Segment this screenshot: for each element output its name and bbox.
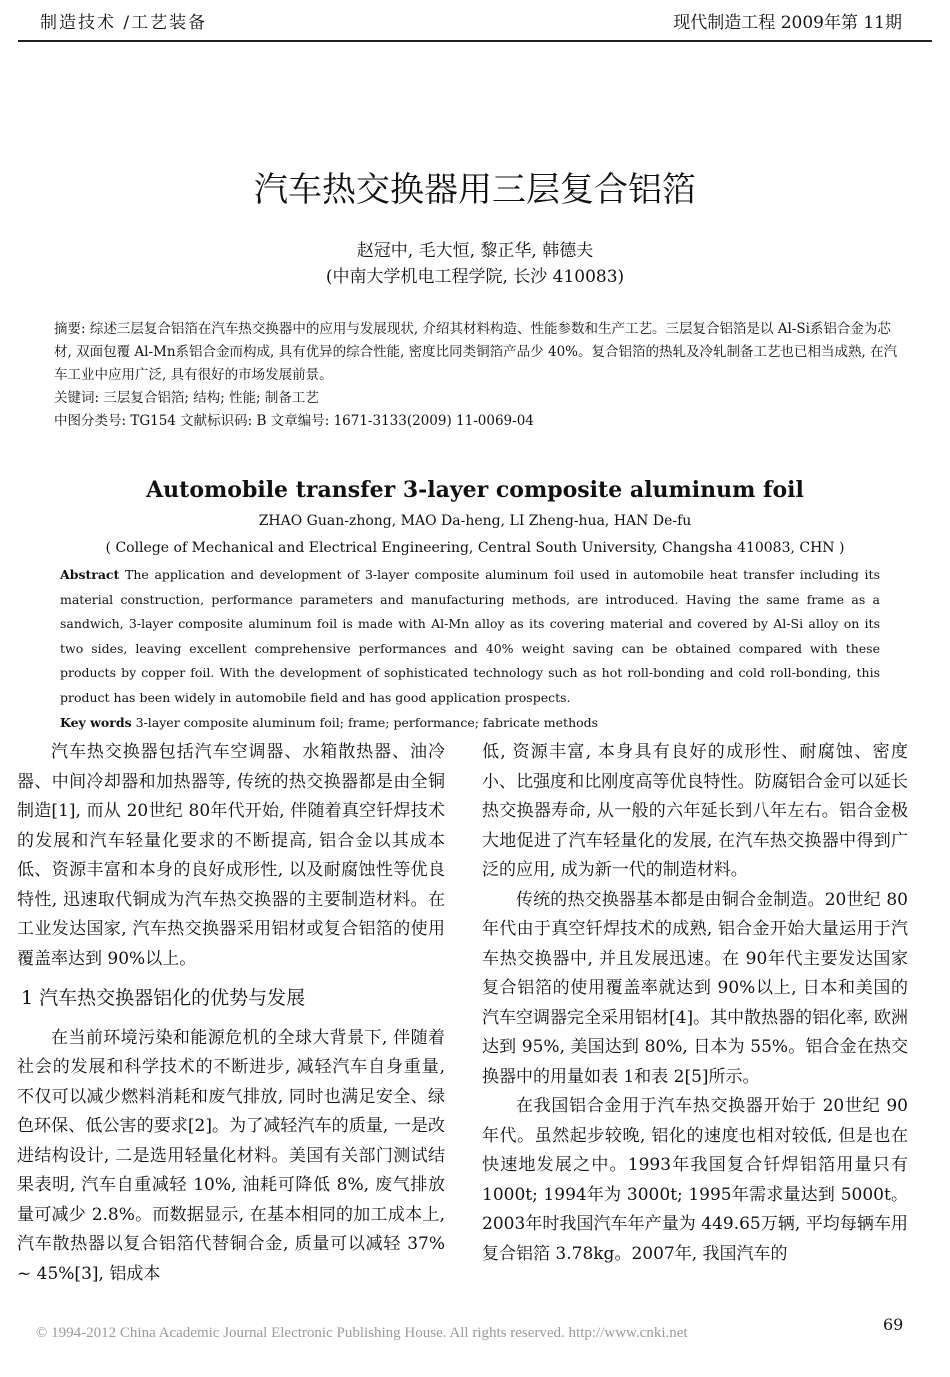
abstract-cn bbox=[54, 318, 900, 387]
paper-title: 汽车热交换器用三层复合铝箔 bbox=[254, 170, 696, 210]
copyright-footer: © 1994-2012 China Academic Journal Electronic Publishing House. All rights reserved. http://www.cnki.net bbox=[36, 1325, 688, 1341]
keywords-cn-text: 三层复合铝箔; 结构; 性能; 制备工艺 bbox=[103, 390, 319, 406]
body-paragraph: 汽车热交换器包括汽车空调器、水箱散热器、油冷器、中间冷却器和加热器等, 传统的热交换器都是由全铜制造[1], 而从 20世纪 80年代开始, 伴随着真空钎焊技术的发展和汽车轻量化要求的不断提高, 铝合金以其成本低、资源丰富和本身的良好成形性, 以及耐腐蚀性等优良特性, 迅速取代铜成为汽车热交换器的主要制造材料。在工业发达国家, 汽车热交换器采用铝材或复合铝箔的使用覆盖率达到 90%以上。 bbox=[17, 742, 445, 969]
english-keywords-label: Key words bbox=[60, 714, 132, 730]
english-abstract-text: The application and development of 3-layer composite aluminum foil used in automobile heat transfer including its material construction, performance parameters and manufacturing methods, are introduced. Having the same frame as a sandwich, 3-layer composite aluminum foil is made with Al-Mn alloy as its covering material and covered by Al-Si alloy on its two sides, leaving excellent comprehensive performances and 40% weight saving can be obtained compared with these products by copper foil. With the development of sophisticated technology such as hot roll-bonding and cold roll-bonding, this product has been widely in automobile field and has good application prospects. bbox=[60, 567, 880, 705]
keywords-cn-label: 关键词: bbox=[54, 390, 100, 406]
english-title: Automobile transfer 3-layer composite aluminum foil bbox=[146, 477, 804, 503]
abstract-cn-label: 摘要: bbox=[54, 321, 86, 337]
body-left-column bbox=[17, 738, 445, 1289]
running-header-journal: 现代制造工程 2009年第 11期 bbox=[673, 13, 902, 33]
english-keywords bbox=[60, 711, 880, 736]
body-paragraph: 在当前环境污染和能源危机的全球大背景下, 伴随着社会的发展和科学技术的不断进步, 减轻汽车自身重量, 不仅可以减少燃料消耗和废气排放, 同时也满足安全、绿色环保、低公害的要求[2]。为了减轻汽车的质量, 一是改进结构设计, 二是选用轻量化材料。美国有关部门测试结果表明, 汽车自重减轻 10%, 油耗可降低 8%, 废气排放量可减少 2.8%。而数据显示, 在基本相同的加工成本上, 汽车散热器以复合铝箔代替铜合金, 质量可以减轻 37% ~ 45%[3], 铝成本 bbox=[17, 1027, 445, 1284]
affiliation: (中南大学机电工程学院, 长沙 410083) bbox=[325, 267, 625, 287]
keywords-cn bbox=[54, 387, 900, 410]
section-heading-1: 1 汽车热交换器铝化的优势与发展 bbox=[21, 987, 306, 1009]
english-abstract-label: Abstract bbox=[60, 567, 120, 582]
page-number: 69 bbox=[883, 1315, 904, 1334]
abstract-cn-block bbox=[54, 318, 900, 433]
body-paragraph: 传统的热交换器基本都是由铜合金制造。20世纪 80年代由于真空钎焊技术的成熟, 铝合金开始大量运用于汽车热交换器中, 并且发展迅速。在 90年代主要发达国家复合铝箔的使用覆盖率就达到 90%以上, 日本和美国的汽车空调器完全采用铝材[4]。其中散热器的铝化率, 欧洲达到 95%, 美国达到 80%, 日本为 55%。铝合金在热交换器中的用量如表 1和表 2[5]所示。 bbox=[482, 889, 908, 1087]
english-abstract bbox=[60, 563, 880, 711]
header-rule bbox=[18, 40, 932, 42]
classification-line: 中图分类号: TG154 文献标识码: B 文章编号: 1671-3133(2009) 11-0069-04 bbox=[54, 413, 534, 429]
english-abstract-block bbox=[60, 563, 880, 735]
body-paragraph: 在我国铝合金用于汽车热交换器开始于 20世纪 90年代。虽然起步较晚, 铝化的速度也相对较低, 但是也在快速地发展之中。1993年我国复合钎焊铝箔用量只有 1000t; 1994年为 3000t; 1995年需求量达到 5000t。2003年时我国汽车年产量为 449.65万辆, 平均每辆车用复合铝箔 3.78kg。2007年, 我国汽车的 bbox=[482, 1096, 908, 1264]
body-paragraph: 低, 资源丰富, 本身具有良好的成形性、耐腐蚀、密度小、比强度和比刚度高等优良特性。防腐铝合金可以延长热交换器寿命, 从一般的六年延长到八年左右。铝合金极大地促进了汽车轻量化的发展, 在汽车热交换器中得到广泛的应用, 成为新一代的制造材料。 bbox=[482, 742, 908, 880]
authors: 赵冠中, 毛大恒, 黎正华, 韩德夫 bbox=[356, 241, 594, 261]
english-affiliation: ( College of Mechanical and Electrical Engineering, Central South University, Changsha 410083, CHN ) bbox=[105, 540, 845, 556]
running-header-section: 制造技术 /工艺装备 bbox=[40, 13, 208, 33]
english-authors: ZHAO Guan-zhong, MAO Da-heng, LI Zheng-hua, HAN De-fu bbox=[258, 513, 692, 529]
abstract-cn-text: 综述三层复合铝箔在汽车热交换器中的应用与发展现状, 介绍其材料构造、性能参数和生产工艺。三层复合铝箔是以 Al-Si系铝合金为芯材, 双面包覆 Al-Mn系铝合金而构成, 具有优异的综合性能, 密度比同类铜箔产品少 40%。复合铝箔的热轧及冷轧制备工艺也已相当成熟, 在汽车工业中应用广泛, 具有很好的市场发展前景。 bbox=[54, 321, 898, 383]
english-keywords-text: 3-layer composite aluminum foil; frame; performance; fabricate methods bbox=[135, 714, 599, 730]
body-right-column bbox=[482, 738, 908, 1269]
